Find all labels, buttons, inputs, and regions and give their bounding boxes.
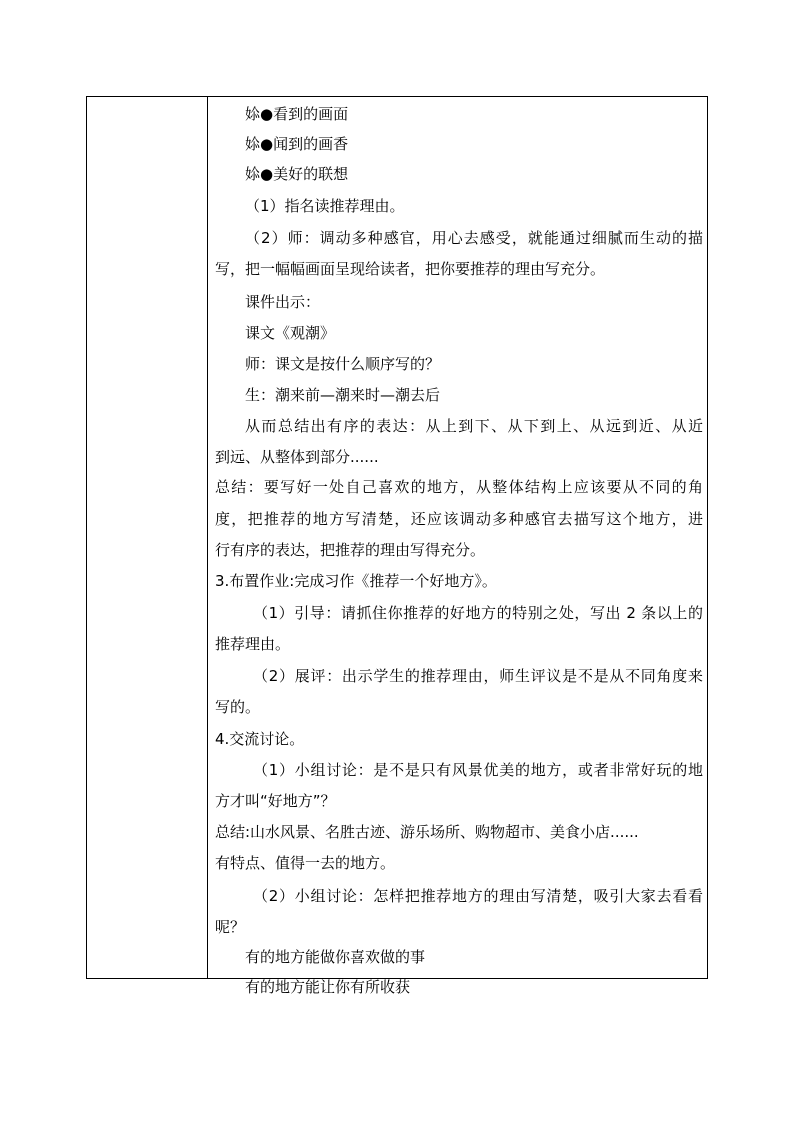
text-line: 有的地方能做你喜欢做的事 <box>245 948 426 966</box>
text-line: 有特点、值得一去的地方。 <box>215 854 396 872</box>
text-line: 行有序的表达，把推荐的理由写得充分。 <box>215 541 486 559</box>
text-line: 从而总结出有序的表达：从上到下、从下到上、从远到近、从近 <box>245 417 703 435</box>
text-line: 3.布置作业:完成习作《推荐一个好地方》。 <box>215 572 497 590</box>
text-line: （2）展评：出示学生的推荐理由，师生评议是不是从不同角度来 <box>253 667 703 685</box>
text-line: 课文《观潮》 <box>245 324 336 342</box>
text-line: 写，把一幅幅画面呈现给读者，把你要推荐的理由写充分。 <box>215 260 606 278</box>
text-line: 度，把推荐的地方写清楚，还应该调动多种感官去描写这个地方，进 <box>215 510 703 528</box>
text-line: 生：潮来前—潮来时—潮去后 <box>245 386 441 404</box>
text-line: （2）小组讨论：怎样把推荐地方的理由写清楚，吸引大家去看看 <box>253 887 703 905</box>
text-line: （1）引导：请抓住你推荐的好地方的特别之处，写出 2 条以上的 <box>253 604 703 622</box>
text-line: 写的。 <box>215 698 261 716</box>
text-line: 方才叫“好地方”？ <box>215 792 336 810</box>
text-line: 㛋●看到的画面 <box>245 105 349 123</box>
text-line: 有的地方能让你有所收获 <box>245 978 411 996</box>
column-divider <box>207 97 208 978</box>
text-line: （2）师：调动多种感官，用心去感受，就能通过细腻而生动的描 <box>245 229 703 247</box>
text-line: 呢？ <box>215 918 246 936</box>
text-line: 推荐理由。 <box>215 635 291 653</box>
text-line: （1）小组讨论：是不是只有风景优美的地方，或者非常好玩的地 <box>253 761 703 779</box>
text-line: 㛋●闻到的画香 <box>245 135 349 153</box>
text-line: 到远、从整体到部分...... <box>215 448 379 466</box>
text-line: （1）指名读推荐理由。 <box>245 197 405 215</box>
text-line: 总结:山水风景、名胜古迹、游乐场所、购物超市、美食小店...... <box>215 823 639 841</box>
text-line: 师：课文是按什么顺序写的？ <box>245 355 441 373</box>
text-line: 4.交流讨论。 <box>215 730 305 748</box>
lesson-table <box>86 96 708 996</box>
text-line: 㛋●美好的联想 <box>245 165 349 183</box>
text-line: 总结：要写好一处自己喜欢的地方，从整体结构上应该要从不同的角 <box>215 478 703 496</box>
text-line: 课件出示： <box>245 293 321 311</box>
